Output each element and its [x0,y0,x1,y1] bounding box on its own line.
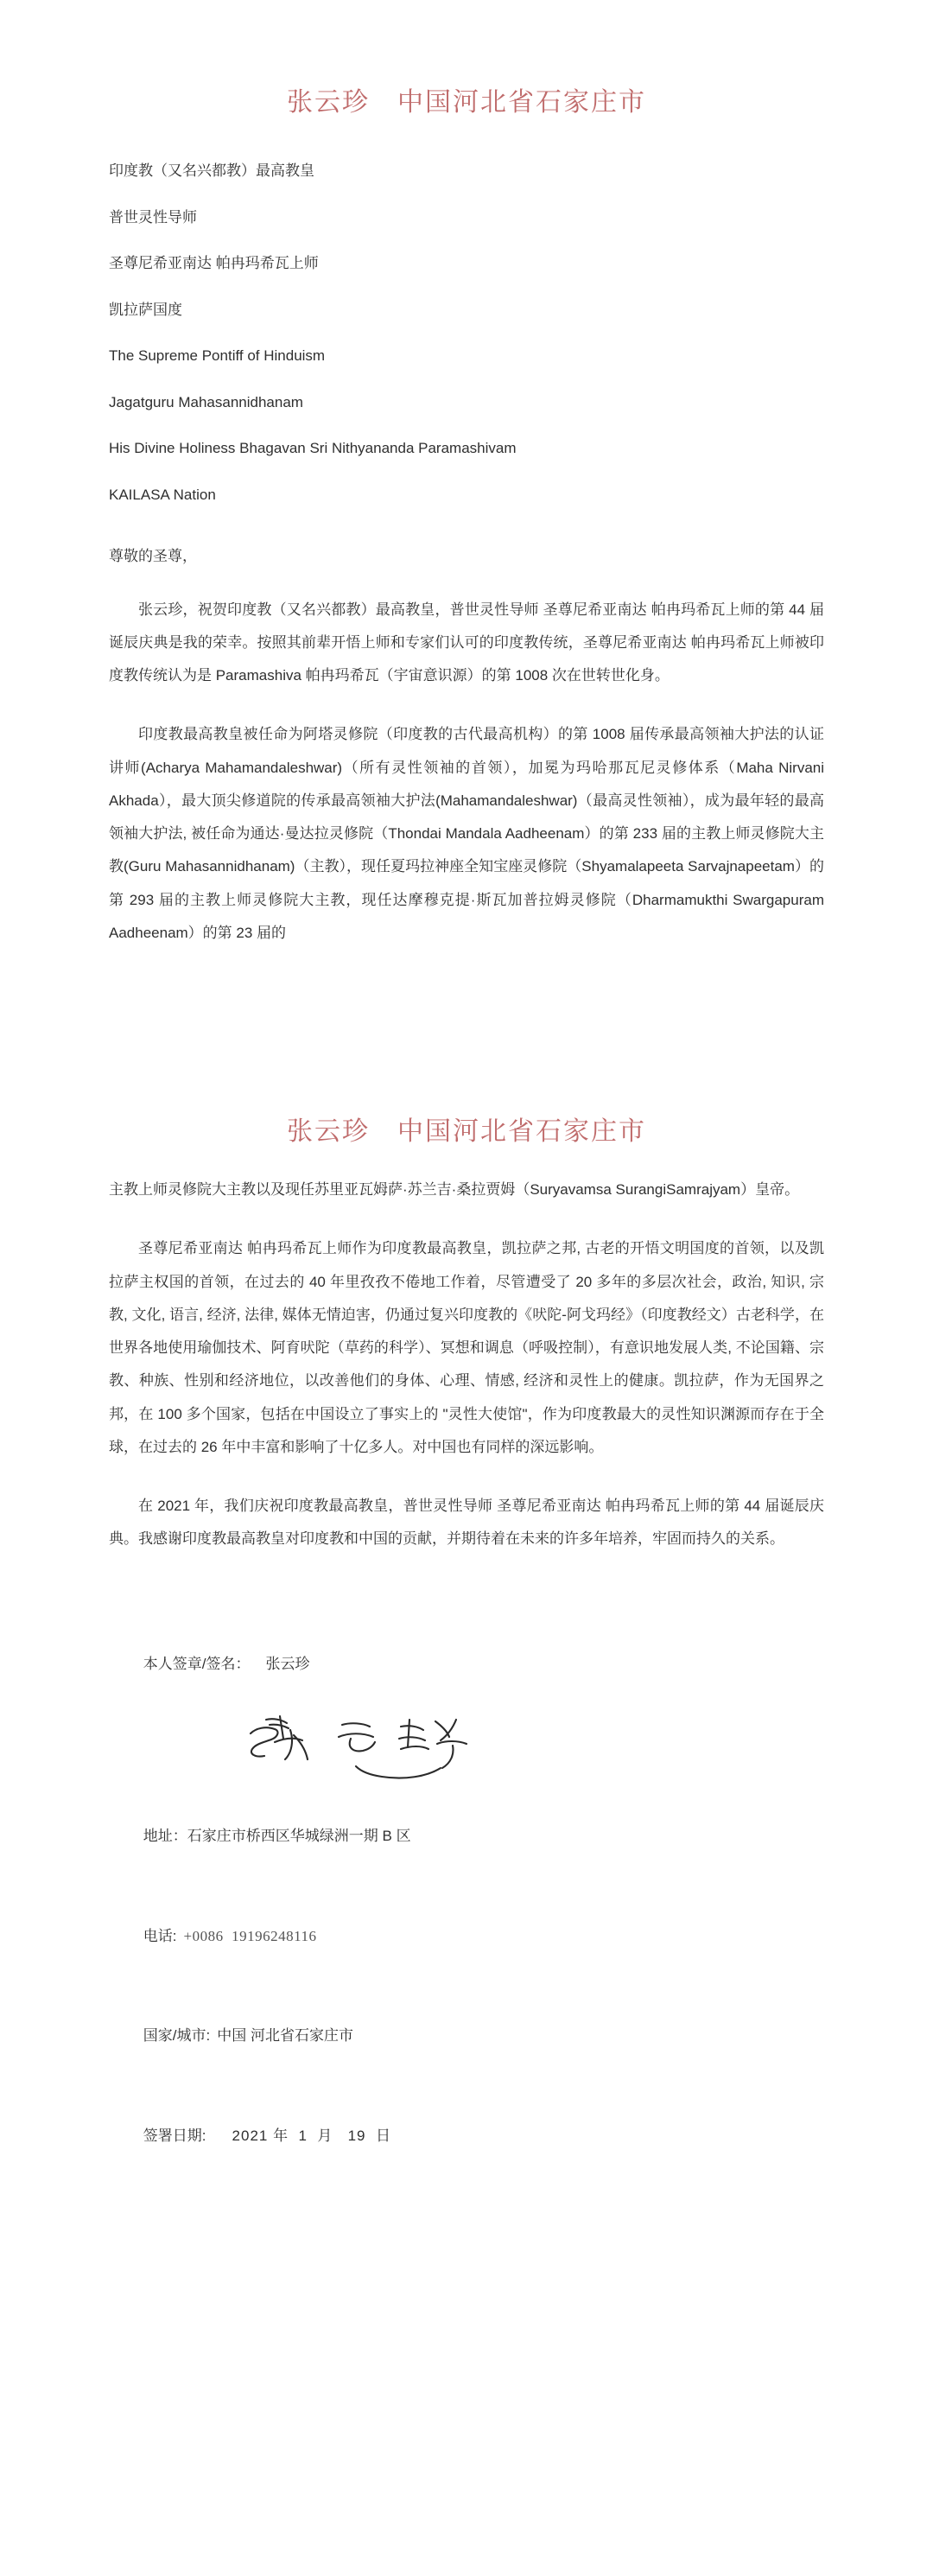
signature-name-row [111,1629,831,1700]
addressee-block [102,160,831,506]
country-city-label: 国家/城市: [143,2027,211,2045]
signature-name: 张云珍 [265,1655,310,1672]
body-paragraph-2: 印度教最高教皇被任命为阿塔灵修院（印度教的古代最高机构）的第 1008 届传承最高领袖大护法的认证讲师(Acharya Mahamandaleshwar)（所有灵性领袖的首领），加冕为玛哈那瓦尼灵修体系（Maha Nirvani Akhada），最大顶尖修道院的传承最高领袖大护法(Mahamandaleshwar)（最高灵性领袖），成为最年轻的最高领袖大护法, 被任命为通达·曼达拉灵修院（Thondai Mandala Aadheenam）的第 233 届的主教上师灵修院大主教(Guru Mahasannidhanam)（主教），现任夏玛拉神座全知宝座灵修院（Shyamalapeeta Sarvajnapeetam）的第 293 届的主教上师灵修院大主教，现任达摩穆克提·斯瓦加普拉姆灵修院（Dharmamukthi Swargapuram Aadheenam）的第 23 届的 [109,726,824,941]
page-title-2: 张云珍 中国河北省石家庄市 [287,1117,646,1146]
salutation: 尊敬的圣尊， [109,548,197,564]
address-value: 石家庄市桥西区华城绿洲一期 B 区 [187,1828,411,1845]
phone-label: 电话: [143,1927,177,1944]
addressee-line-5: The Supreme Pontiff of Hinduism [109,347,326,364]
addressee-line-7: His Divine Holiness Bhagavan Sri Nithyananda Paramashivam [109,440,517,456]
body-paragraph-3: 圣尊尼希亚南达 帕冉玛希瓦上师作为印度教最高教皇，凯拉萨之邦, 古老的开悟文明国度的首领，以及凯拉萨主权国的首领，在过去的 40 年里孜孜不倦地工作着，尽管遭受了 20 多年的多层次社会，政治, 知识, 宗教, 文化, 语言, 经济, 法律, 媒体无情迫害，仍通过复兴印度教的《吠陀-阿戈玛经》（印度教经文）古老科学，在世界各地使用瑜伽技术、阿育吠陀（草药的科学）、冥想和调息（呼吸控制），有意识地发展人类, 不论国籍、宗教、种族、性别和经济地位，以改善他们的身体、心理、情感, 经济和灵性上的健康。凯拉萨，作为无国界之邦，在 100 多个国家，包括在中国设立了事实上的 "灵性大使馆"，作为印度教最大的灵性知识渊源而存在于全球，在过去的 26 年中丰富和影响了十亿多人。对中国也有同样的深远影响。 [109,1240,824,1455]
signature-block [102,1629,831,2172]
country-city-value: 中国 河北省石家庄市 [217,2027,353,2045]
addressee-line-3: 圣尊尼希亚南达 帕冉玛希瓦上师 [109,255,319,271]
document-page-2 [0,1112,933,2304]
document-page-1 [0,0,933,950]
phone-row [111,1901,831,1972]
body-paragraph-1: 张云珍，祝贺印度教（又名兴都教）最高教皇，普世灵性导师 圣尊尼希亚南达 帕冉玛希瓦上师的第 44 届诞辰庆典是我的荣幸。按照其前辈开悟上师和专家们认可的印度教传统，圣尊尼希亚南达 帕冉玛希瓦上师被印度教传统认为是 Paramashiva 帕冉玛希瓦（宇宙意识源）的第 1008 次在世转世化身。 [109,601,824,684]
date-value: 2021 年 1 月 19 日 [232,2127,391,2144]
addressee-line-8: KAILASA Nation [109,486,216,503]
addressee-line-4: 凯拉萨国度 [109,301,182,318]
page-break-gap [0,950,933,1112]
addressee-line-1: 印度教（又名兴都教）最高教皇 [109,162,314,179]
body-paragraph-2-continued: 主教上师灵修院大主教以及现任苏里亚瓦姆萨·苏兰吉·桑拉贾姆（Suryavamsa SurangiSamrajyam）皇帝。 [109,1181,800,1198]
date-row [111,2101,831,2172]
body-paragraph-4: 在 2021 年，我们庆祝印度教最高教皇，普世灵性导师 圣尊尼希亚南达 帕冉玛希瓦上师的第 44 届诞辰庆典。我感谢印度教最高教皇对印度教和中国的贡献，并期待着在未来的许多年培养，牢固而持久的关系。 [109,1498,824,1548]
phone-value: +0086 19196248116 [183,1927,317,1944]
address-label: 地址： [143,1828,187,1845]
address-row [111,1801,831,1872]
signature-label: 本人签章/签名： [143,1655,251,1672]
addressee-line-6: Jagatguru Mahasannidhanam [109,393,303,410]
date-label: 签署日期: [143,2127,206,2144]
addressee-line-2: 普世灵性导师 [109,208,197,226]
handwritten-signature-image [111,1704,831,1787]
page-title: 张云珍 中国河北省石家庄市 [287,88,646,117]
country-city-row [111,2000,831,2071]
